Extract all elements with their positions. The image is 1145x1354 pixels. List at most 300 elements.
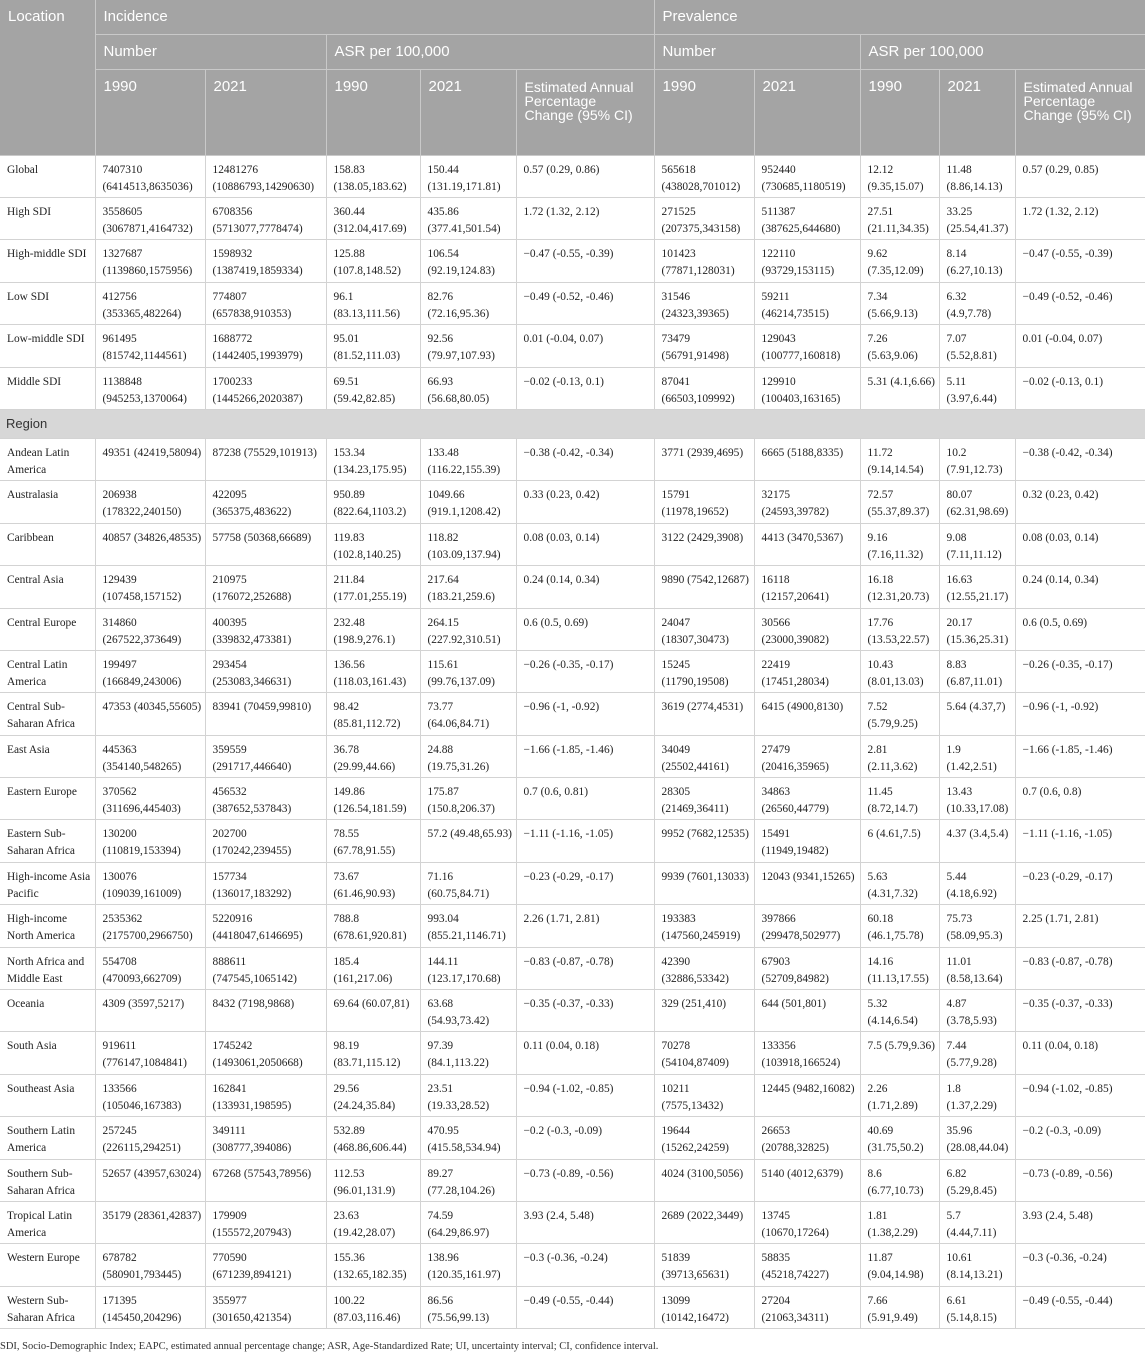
prevalence-asr-1990-cell: 11.87 (9.04,14.98) [860,1244,939,1286]
prevalence-asr-1990-cell: 1.81 (1.38,2.29) [860,1201,939,1243]
prevalence-asr-2021-cell: 13.43 (10.33,17.08) [939,778,1015,820]
table-row [0,566,1145,608]
incidence-number-1990-cell: 171395 (145450,204296) [95,1286,205,1328]
incidence-number-2021-cell: 422095 (365375,483622) [205,481,326,523]
incidence-eapc-cell: 0.7 (0.6, 0.81) [516,778,654,820]
prevalence-asr-2021-cell: 20.17 (15.36,25.31) [939,608,1015,650]
prevalence-eapc-cell: −0.3 (-0.36, -0.24) [1015,1244,1145,1286]
prevalence-asr-1990-cell: 5.32 (4.14,6.54) [860,990,939,1032]
prevalence-asr-2021-cell: 33.25 (25.54,41.37) [939,198,1015,240]
prevalence-asr-2021-cell: 6.32 (4.9,7.78) [939,282,1015,324]
prevalence-header: Prevalence [654,0,1145,35]
prevalence-number-1990-cell: 193383 (147560,245919) [654,905,754,947]
prevalence-asr-1990-cell: 7.5 (5.79,9.36) [860,1032,939,1074]
incidence-number-1990-cell: 678782 (580901,793445) [95,1244,205,1286]
incidence-number-2021-cell: 5220916 (4418047,6146695) [205,905,326,947]
prevalence-number-2021-cell: 67903 (52709,84982) [754,947,860,989]
table-header [0,0,1145,156]
table-row [0,1117,1145,1159]
incidence-eapc-cell: 0.11 (0.04, 0.18) [516,1032,654,1074]
location-cell: Andean Latin America [0,438,95,480]
prevalence-eapc-cell: −0.47 (-0.55, -0.39) [1015,240,1145,282]
prevalence-asr-1990-cell: 7.26 (5.63,9.06) [860,325,939,367]
table-row [0,905,1145,947]
prevalence-number-2021-cell: 6415 (4900,8130) [754,693,860,735]
prevalence-asr-2021-cell: 5.44 (4.18,6.92) [939,862,1015,904]
prevalence-asr-2021-cell: 4.37 (3.4,5.4) [939,820,1015,862]
table-row [0,608,1145,650]
location-cell: Middle SDI [0,367,95,409]
table-row [0,325,1145,367]
incidence-asr-2021-cell: 264.15 (227.92,310.51) [420,608,516,650]
prevalence-eapc-cell: 3.93 (2.4, 5.48) [1015,1201,1145,1243]
prevalence-asr-1990-cell: 17.76 (13.53,22.57) [860,608,939,650]
prevalence-eapc-cell: 2.25 (1.71, 2.81) [1015,905,1145,947]
location-cell: High-middle SDI [0,240,95,282]
incidence-asr-1990-cell: 100.22 (87.03,116.46) [326,1286,420,1328]
location-cell: North Africa and Middle East [0,947,95,989]
location-cell: Low-middle SDI [0,325,95,367]
incidence-eapc-cell: −0.49 (-0.52, -0.46) [516,282,654,324]
prevalence-number-2021-cell: 397866 (299478,502977) [754,905,860,947]
incidence-number-2021-cell: 1688772 (1442405,1993979) [205,325,326,367]
table-row [0,1286,1145,1328]
prevalence-number-2021-cell: 511387 (387625,644680) [754,198,860,240]
table-row [0,481,1145,523]
incidence-eapc-cell: 3.93 (2.4, 5.48) [516,1201,654,1243]
prevalence-eapc-cell: 0.7 (0.6, 0.8) [1015,778,1145,820]
prevalence-eapc-cell: 0.08 (0.03, 0.14) [1015,523,1145,565]
location-cell: High-income Asia Pacific [0,862,95,904]
incidence-asr-2021-cell: 217.64 (183.21,259.6) [420,566,516,608]
incidence-asr-2021-cell: 118.82 (103.09,137.94) [420,523,516,565]
incidence-number-1990-cell: 2535362 (2175700,2966750) [95,905,205,947]
location-cell: Tropical Latin America [0,1201,95,1243]
incidence-eapc-cell: −0.23 (-0.29, -0.17) [516,862,654,904]
incidence-number-1990-cell: 445363 (354140,548265) [95,735,205,777]
prevalence-eapc-cell: 0.01 (-0.04, 0.07) [1015,325,1145,367]
prevalence-number-2021-cell: 129043 (100777,160818) [754,325,860,367]
prevalence-asr-1990-cell: 10.43 (8.01,13.03) [860,650,939,692]
incidence-asr-2021-cell: 993.04 (855.21,1146.71) [420,905,516,947]
incidence-asr-1990-cell: 232.48 (198.9,276.1) [326,608,420,650]
prevalence-asr-2021-cell: 1.9 (1.42,2.51) [939,735,1015,777]
incidence-asr-1990-cell: 532.89 (468.86,606.44) [326,1117,420,1159]
pre-asr-2021-header: 2021 [939,70,1015,156]
incidence-asr-1990-cell: 125.88 (107.8,148.52) [326,240,420,282]
prevalence-eapc-cell: −1.66 (-1.85, -1.46) [1015,735,1145,777]
prevalence-number-1990-cell: 3771 (2939,4695) [654,438,754,480]
incidence-number-2021-cell: 400395 (339832,473381) [205,608,326,650]
table-row [0,198,1145,240]
pre-asr-1990-header: 1990 [860,70,939,156]
location-cell: High-income North America [0,905,95,947]
incidence-asr-2021-cell: 1049.66 (919.1,1208.42) [420,481,516,523]
prevalence-number-1990-cell: 101423 (77871,128031) [654,240,754,282]
prevalence-number-2021-cell: 58835 (45218,74227) [754,1244,860,1286]
incidence-number-2021-cell: 1745242 (1493061,2050668) [205,1032,326,1074]
inc-number-1990-header: 1990 [95,70,205,156]
incidence-asr-2021-cell: 82.76 (72.16,95.36) [420,282,516,324]
incidence-eapc-cell: −0.35 (-0.37, -0.33) [516,990,654,1032]
prevalence-number-2021-cell: 13745 (10670,17264) [754,1201,860,1243]
incidence-asr-1990-cell: 136.56 (118.03,161.43) [326,650,420,692]
prevalence-number-1990-cell: 73479 (56791,91498) [654,325,754,367]
incidence-asr-2021-cell: 97.39 (84.1,113.22) [420,1032,516,1074]
incidence-number-1990-cell: 554708 (470093,662709) [95,947,205,989]
prevalence-eapc-cell: −0.96 (-1, -0.92) [1015,693,1145,735]
table-body [0,156,1145,1329]
location-cell: Caribbean [0,523,95,565]
prevalence-number-1990-cell: 4024 (3100,5056) [654,1159,754,1201]
location-header: Location [0,0,95,156]
prevalence-number-2021-cell: 26653 (20788,32825) [754,1117,860,1159]
prevalence-number-2021-cell: 133356 (103918,166524) [754,1032,860,1074]
prevalence-asr-1990-cell: 12.12 (9.35,15.07) [860,156,939,198]
prevalence-asr-1990-cell: 60.18 (46.1,75.78) [860,905,939,947]
prevalence-asr-1990-cell: 6 (4.61,7.5) [860,820,939,862]
incidence-asr-1990-cell: 950.89 (822.64,1103.2) [326,481,420,523]
incidence-number-2021-cell: 774807 (657838,910353) [205,282,326,324]
incidence-number-2021-cell: 293454 (253083,346631) [205,650,326,692]
incidence-number-2021-cell: 12481276 (10886793,14290630) [205,156,326,198]
incidence-eapc-cell: 0.24 (0.14, 0.34) [516,566,654,608]
prevalence-number-2021-cell: 27479 (20416,35965) [754,735,860,777]
incidence-asr-1990-cell: 69.51 (59.42,82.85) [326,367,420,409]
incidence-asr-header: ASR per 100,000 [326,35,654,70]
prevalence-number-1990-cell: 271525 (207375,343158) [654,198,754,240]
incidence-number-1990-cell: 1138848 (945253,1370064) [95,367,205,409]
incidence-number-1990-cell: 919611 (776147,1084841) [95,1032,205,1074]
incidence-number-1990-cell: 130200 (110819,153394) [95,820,205,862]
incidence-asr-2021-cell: 470.95 (415.58,534.94) [420,1117,516,1159]
prevalence-number-2021-cell: 12043 (9341,15265) [754,862,860,904]
table-row [0,735,1145,777]
prevalence-number-1990-cell: 28305 (21469,36411) [654,778,754,820]
prevalence-eapc-cell: −0.2 (-0.3, -0.09) [1015,1117,1145,1159]
prevalence-asr-2021-cell: 4.87 (3.78,5.93) [939,990,1015,1032]
table-row [0,1201,1145,1243]
prevalence-number-header: Number [654,35,860,70]
table-row [0,367,1145,409]
prevalence-asr-2021-cell: 5.7 (4.44,7.11) [939,1201,1015,1243]
table-row [0,240,1145,282]
prevalence-asr-1990-cell: 8.6 (6.77,10.73) [860,1159,939,1201]
incidence-number-1990-cell: 52657 (43957,63024) [95,1159,205,1201]
incidence-number-2021-cell: 179909 (155572,207943) [205,1201,326,1243]
prevalence-eapc-cell: 1.72 (1.32, 2.12) [1015,198,1145,240]
prevalence-asr-1990-cell: 72.57 (55.37,89.37) [860,481,939,523]
incidence-eapc-cell: −1.11 (-1.16, -1.05) [516,820,654,862]
incidence-asr-2021-cell: 435.86 (377.41,501.54) [420,198,516,240]
location-cell: Eastern Europe [0,778,95,820]
prevalence-number-2021-cell: 59211 (46214,73515) [754,282,860,324]
table-row [0,438,1145,480]
incidence-number-2021-cell: 349111 (308777,394086) [205,1117,326,1159]
prevalence-number-1990-cell: 19644 (15262,24259) [654,1117,754,1159]
prevalence-number-2021-cell: 6665 (5188,8335) [754,438,860,480]
location-cell: Central Sub-Saharan Africa [0,693,95,735]
prevalence-asr-1990-cell: 5.63 (4.31,7.32) [860,862,939,904]
inc-asr-1990-header: 1990 [326,70,420,156]
incidence-asr-1990-cell: 69.64 (60.07,81) [326,990,420,1032]
prevalence-eapc-cell: 0.24 (0.14, 0.34) [1015,566,1145,608]
incidence-number-1990-cell: 47353 (40345,55605) [95,693,205,735]
table-row [0,778,1145,820]
incidence-asr-2021-cell: 73.77 (64.06,84.71) [420,693,516,735]
incidence-asr-2021-cell: 144.11 (123.17,170.68) [420,947,516,989]
location-cell: Central Europe [0,608,95,650]
incidence-asr-1990-cell: 158.83 (138.05,183.62) [326,156,420,198]
incidence-number-1990-cell: 412756 (353365,482264) [95,282,205,324]
incidence-eapc-cell: −0.2 (-0.3, -0.09) [516,1117,654,1159]
incidence-number-2021-cell: 770590 (671239,894121) [205,1244,326,1286]
incidence-eapc-cell: −0.38 (-0.42, -0.34) [516,438,654,480]
pre-eapc-header: Estimated Annual Percentage Change (95% CI) [1015,70,1145,156]
incidence-header: Incidence [95,0,654,35]
incidence-number-2021-cell: 8432 (7198,9868) [205,990,326,1032]
prevalence-asr-1990-cell: 7.66 (5.91,9.49) [860,1286,939,1328]
incidence-eapc-cell: −0.3 (-0.36, -0.24) [516,1244,654,1286]
prevalence-number-1990-cell: 3619 (2774,4531) [654,693,754,735]
prevalence-eapc-cell: 0.32 (0.23, 0.42) [1015,481,1145,523]
prevalence-asr-2021-cell: 10.2 (7.91,12.73) [939,438,1015,480]
prevalence-number-1990-cell: 9952 (7682,12535) [654,820,754,862]
prevalence-asr-1990-cell: 2.26 (1.71,2.89) [860,1074,939,1116]
table-footnote: SDI, Socio-Demographic Index; EAPC, estimated annual percentage change; ASR, Age-Standardized Rate; UI, uncertainty interval; CI, confidence interval. [0,1341,659,1352]
incidence-number-2021-cell: 83941 (70459,99810) [205,693,326,735]
incidence-number-1990-cell: 130076 (109039,161009) [95,862,205,904]
prevalence-number-2021-cell: 5140 (4012,6379) [754,1159,860,1201]
prevalence-number-1990-cell: 565618 (438028,701012) [654,156,754,198]
incidence-number-2021-cell: 57758 (50368,66689) [205,523,326,565]
incidence-asr-1990-cell: 98.42 (85.81,112.72) [326,693,420,735]
incidence-eapc-cell: 1.72 (1.32, 2.12) [516,198,654,240]
prevalence-asr-1990-cell: 27.51 (21.11,34.35) [860,198,939,240]
prevalence-number-1990-cell: 13099 (10142,16472) [654,1286,754,1328]
incidence-asr-1990-cell: 360.44 (312.04,417.69) [326,198,420,240]
prevalence-asr-2021-cell: 6.82 (5.29,8.45) [939,1159,1015,1201]
prevalence-number-2021-cell: 30566 (23000,39082) [754,608,860,650]
incidence-number-1990-cell: 206938 (178322,240150) [95,481,205,523]
prevalence-eapc-cell: −0.02 (-0.13, 0.1) [1015,367,1145,409]
incidence-number-2021-cell: 210975 (176072,252688) [205,566,326,608]
prevalence-asr-1990-cell: 14.16 (11.13,17.55) [860,947,939,989]
incidence-number-2021-cell: 888611 (747545,1065142) [205,947,326,989]
prevalence-asr-1990-cell: 40.69 (31.75,50.2) [860,1117,939,1159]
table-row [0,947,1145,989]
incidence-asr-2021-cell: 23.51 (19.33,28.52) [420,1074,516,1116]
prevalence-asr-2021-cell: 6.61 (5.14,8.15) [939,1286,1015,1328]
prevalence-number-1990-cell: 329 (251,410) [654,990,754,1032]
prevalence-number-2021-cell: 16118 (12157,20641) [754,566,860,608]
incidence-asr-2021-cell: 63.68 (54.93,73.42) [420,990,516,1032]
incidence-number-1990-cell: 199497 (166849,243006) [95,650,205,692]
prevalence-number-2021-cell: 34863 (26560,44779) [754,778,860,820]
table-row [0,1244,1145,1286]
prevalence-asr-2021-cell: 1.8 (1.37,2.29) [939,1074,1015,1116]
prevalence-number-2021-cell: 122110 (93729,153115) [754,240,860,282]
incidence-eapc-cell: −0.83 (-0.87, -0.78) [516,947,654,989]
incidence-number-header: Number [95,35,326,70]
table-row [0,990,1145,1032]
incidence-number-1990-cell: 3558605 (3067871,4164732) [95,198,205,240]
prevalence-eapc-cell: −0.49 (-0.52, -0.46) [1015,282,1145,324]
prevalence-asr-1990-cell: 2.81 (2.11,3.62) [860,735,939,777]
incidence-number-1990-cell: 133566 (105046,167383) [95,1074,205,1116]
prevalence-asr-2021-cell: 35.96 (28.08,44.04) [939,1117,1015,1159]
incidence-asr-1990-cell: 36.78 (29.99,44.66) [326,735,420,777]
location-cell: High SDI [0,198,95,240]
prevalence-number-2021-cell: 644 (501,801) [754,990,860,1032]
table-row [0,156,1145,198]
prevalence-number-2021-cell: 952440 (730685,1180519) [754,156,860,198]
incidence-number-2021-cell: 359559 (291717,446640) [205,735,326,777]
prevalence-eapc-cell: −0.38 (-0.42, -0.34) [1015,438,1145,480]
prevalence-asr-2021-cell: 5.11 (3.97,6.44) [939,367,1015,409]
incidence-eapc-cell: 0.6 (0.5, 0.69) [516,608,654,650]
incidence-eapc-cell: −0.26 (-0.35, -0.17) [516,650,654,692]
prevalence-asr-header: ASR per 100,000 [860,35,1145,70]
prevalence-asr-1990-cell: 11.45 (8.72,14.7) [860,778,939,820]
incidence-asr-2021-cell: 92.56 (79.97,107.93) [420,325,516,367]
prevalence-number-2021-cell: 27204 (21063,34311) [754,1286,860,1328]
incidence-asr-1990-cell: 98.19 (83.71,115.12) [326,1032,420,1074]
inc-asr-2021-header: 2021 [420,70,516,156]
prevalence-number-1990-cell: 9939 (7601,13033) [654,862,754,904]
prevalence-asr-1990-cell: 7.34 (5.66,9.13) [860,282,939,324]
incidence-asr-2021-cell: 57.2 (49.48,65.93) [420,820,516,862]
incidence-eapc-cell: −0.02 (-0.13, 0.1) [516,367,654,409]
incidence-number-1990-cell: 370562 (311696,445403) [95,778,205,820]
table-row [0,282,1145,324]
incidence-asr-1990-cell: 96.1 (83.13,111.56) [326,282,420,324]
incidence-eapc-cell: 0.08 (0.03, 0.14) [516,523,654,565]
incidence-asr-2021-cell: 106.54 (92.19,124.83) [420,240,516,282]
incidence-eapc-cell: 0.33 (0.23, 0.42) [516,481,654,523]
prevalence-number-1990-cell: 51839 (39713,65631) [654,1244,754,1286]
prevalence-asr-1990-cell: 5.31 (4.1,6.66) [860,367,939,409]
prevalence-asr-1990-cell: 16.18 (12.31,20.73) [860,566,939,608]
incidence-number-1990-cell: 961495 (815742,1144561) [95,325,205,367]
prevalence-asr-2021-cell: 7.07 (5.52,8.81) [939,325,1015,367]
table-row [0,523,1145,565]
incidence-asr-1990-cell: 78.55 (67.78,91.55) [326,820,420,862]
incidence-eapc-cell: −0.73 (-0.89, -0.56) [516,1159,654,1201]
incidence-eapc-cell: 0.01 (-0.04, 0.07) [516,325,654,367]
incidence-number-2021-cell: 456532 (387652,537843) [205,778,326,820]
incidence-number-2021-cell: 1598932 (1387419,1859334) [205,240,326,282]
prevalence-asr-2021-cell: 80.07 (62.31,98.69) [939,481,1015,523]
prevalence-eapc-cell: −0.83 (-0.87, -0.78) [1015,947,1145,989]
incidence-number-1990-cell: 129439 (107458,157152) [95,566,205,608]
prevalence-asr-2021-cell: 16.63 (12.55,21.17) [939,566,1015,608]
prevalence-asr-2021-cell: 11.48 (8.86,14.13) [939,156,1015,198]
prevalence-eapc-cell: −0.73 (-0.89, -0.56) [1015,1159,1145,1201]
location-cell: Eastern Sub-Saharan Africa [0,820,95,862]
prevalence-asr-1990-cell: 9.16 (7.16,11.32) [860,523,939,565]
location-cell: Southern Sub-Saharan Africa [0,1159,95,1201]
prevalence-number-1990-cell: 9890 (7542,12687) [654,566,754,608]
prevalence-number-1990-cell: 31546 (24323,39365) [654,282,754,324]
incidence-asr-2021-cell: 150.44 (131.19,171.81) [420,156,516,198]
incidence-eapc-cell: 0.57 (0.29, 0.86) [516,156,654,198]
incidence-number-1990-cell: 314860 (267522,373649) [95,608,205,650]
incidence-asr-1990-cell: 153.34 (134.23,175.95) [326,438,420,480]
prevalence-asr-2021-cell: 11.01 (8.58,13.64) [939,947,1015,989]
incidence-asr-2021-cell: 66.93 (56.68,80.05) [420,367,516,409]
incidence-number-1990-cell: 40857 (34826,48535) [95,523,205,565]
table-row [0,693,1145,735]
table-row [0,862,1145,904]
incidence-eapc-cell: −0.49 (-0.55, -0.44) [516,1286,654,1328]
section-label-region: Region [0,409,1145,438]
location-cell: East Asia [0,735,95,777]
pre-number-1990-header: 1990 [654,70,754,156]
prevalence-asr-1990-cell: 7.52 (5.79,9.25) [860,693,939,735]
incidence-number-2021-cell: 6708356 (5713077,7778474) [205,198,326,240]
prevalence-asr-2021-cell: 7.44 (5.77,9.28) [939,1032,1015,1074]
incidence-number-2021-cell: 1700233 (1445266,2020387) [205,367,326,409]
inc-number-2021-header: 2021 [205,70,326,156]
location-cell: Southern Latin America [0,1117,95,1159]
prevalence-eapc-cell: −0.94 (-1.02, -0.85) [1015,1074,1145,1116]
incidence-asr-1990-cell: 95.01 (81.52,111.03) [326,325,420,367]
location-cell: Western Europe [0,1244,95,1286]
location-cell: Low SDI [0,282,95,324]
incidence-number-1990-cell: 4309 (3597,5217) [95,990,205,1032]
incidence-asr-1990-cell: 185.4 (161,217.06) [326,947,420,989]
incidence-asr-2021-cell: 138.96 (120.35,161.97) [420,1244,516,1286]
incidence-asr-1990-cell: 211.84 (177.01,255.19) [326,566,420,608]
location-cell: Global [0,156,95,198]
prevalence-number-2021-cell: 32175 (24593,39782) [754,481,860,523]
incidence-asr-2021-cell: 89.27 (77.28,104.26) [420,1159,516,1201]
prevalence-number-1990-cell: 10211 (7575,13432) [654,1074,754,1116]
prevalence-number-1990-cell: 42390 (32886,53342) [654,947,754,989]
prevalence-number-1990-cell: 15245 (11790,19508) [654,650,754,692]
incidence-asr-2021-cell: 133.48 (116.22,155.39) [420,438,516,480]
incidence-asr-2021-cell: 24.88 (19.75,31.26) [420,735,516,777]
prevalence-number-1990-cell: 70278 (54104,87409) [654,1032,754,1074]
prevalence-asr-2021-cell: 8.83 (6.87,11.01) [939,650,1015,692]
incidence-eapc-cell: −0.94 (-1.02, -0.85) [516,1074,654,1116]
incidence-number-2021-cell: 162841 (133931,198595) [205,1074,326,1116]
incidence-asr-2021-cell: 175.87 (150.8,206.37) [420,778,516,820]
prevalence-number-1990-cell: 34049 (25502,44161) [654,735,754,777]
prevalence-asr-1990-cell: 9.62 (7.35,12.09) [860,240,939,282]
incidence-asr-1990-cell: 155.36 (132.65,182.35) [326,1244,420,1286]
table-row [0,650,1145,692]
incidence-number-2021-cell: 355977 (301650,421354) [205,1286,326,1328]
incidence-number-1990-cell: 49351 (42419,58094) [95,438,205,480]
location-cell: Australasia [0,481,95,523]
prevalence-asr-2021-cell: 10.61 (8.14,13.21) [939,1244,1015,1286]
incidence-asr-1990-cell: 112.53 (96.01,131.9) [326,1159,420,1201]
prevalence-number-1990-cell: 87041 (66503,109992) [654,367,754,409]
pre-number-2021-header: 2021 [754,70,860,156]
prevalence-eapc-cell: 0.6 (0.5, 0.69) [1015,608,1145,650]
incidence-asr-2021-cell: 74.59 (64.29,86.97) [420,1201,516,1243]
prevalence-asr-2021-cell: 75.73 (58.09,95.3) [939,905,1015,947]
incidence-asr-2021-cell: 86.56 (75.56,99.13) [420,1286,516,1328]
inc-eapc-header: Estimated Annual Percentage Change (95% CI) [516,70,654,156]
prevalence-number-1990-cell: 24047 (18307,30473) [654,608,754,650]
location-cell: South Asia [0,1032,95,1074]
prevalence-number-2021-cell: 4413 (3470,5367) [754,523,860,565]
incidence-number-1990-cell: 1327687 (1139860,1575956) [95,240,205,282]
incidence-asr-1990-cell: 73.67 (61.46,90.93) [326,862,420,904]
